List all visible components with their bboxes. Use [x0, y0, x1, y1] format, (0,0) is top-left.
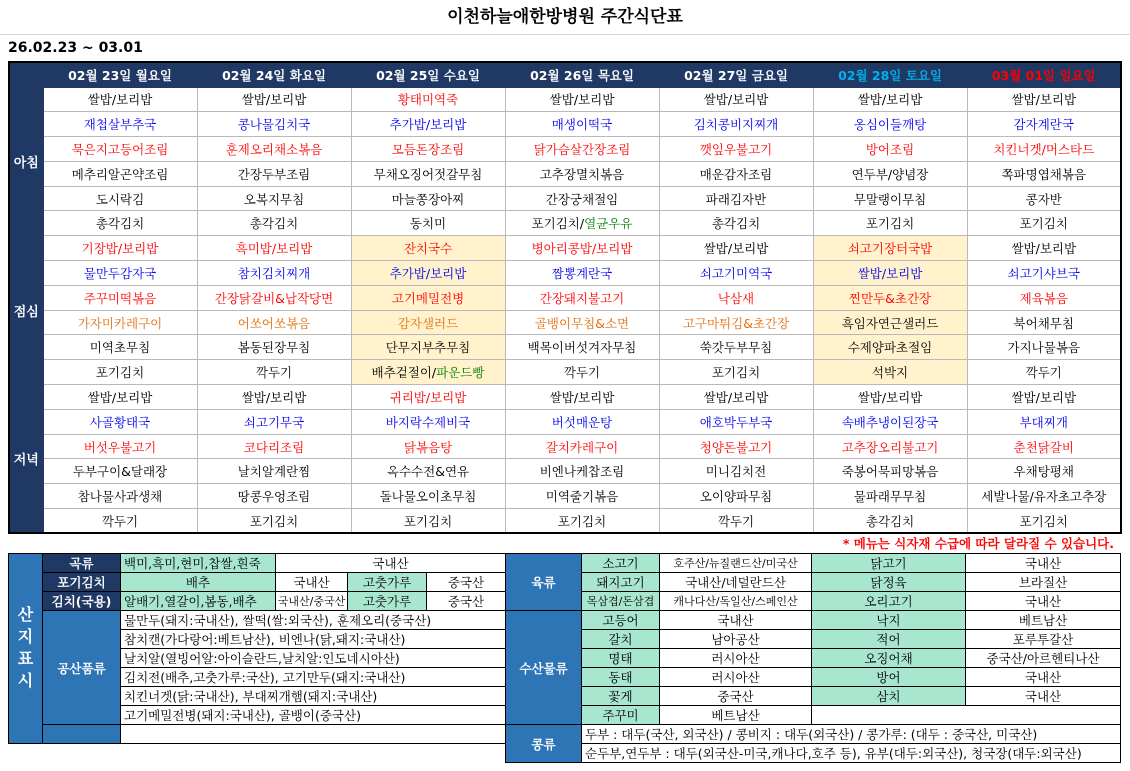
meat-item: 목삼겹/돈삼겹	[582, 592, 660, 611]
menu-item: 쌀밥/보리밥	[967, 87, 1121, 112]
seafood-origin: 베트남산	[660, 706, 812, 725]
menu-item: 묵은지고등어조림	[43, 137, 197, 162]
menu-item-highlight: 파운드빵	[436, 365, 485, 381]
menu-item: 귀리밥/보리밥	[351, 385, 505, 410]
menu-item: 쌀밥/보리밥	[659, 87, 813, 112]
menu-change-note: * 메뉴는 식자재 수급에 따라 달라질 수 있습니다.	[842, 536, 1114, 551]
menu-item: 간장두부조림	[197, 161, 351, 186]
seafood-origin: 중국산/아르헨티나산	[966, 649, 1121, 668]
bean-origin-line: 순두부,연두부 : 대두(외국산-미국,캐나다,호주 등), 유부(대두:외국산), 청국장(대두:외국산)	[582, 744, 1121, 763]
kimchi-dom-pepper: 고춧가루	[348, 592, 427, 611]
bean-label: 콩류	[506, 725, 582, 763]
menu-item: 추가밥/보리밥	[351, 112, 505, 137]
menu-item: 포기김치	[505, 509, 659, 534]
seafood-item: 오징어채	[812, 649, 966, 668]
menu-item: 쇠고기무국	[197, 409, 351, 434]
menu-item: 춘천닭갈비	[967, 434, 1121, 459]
menu-item: 깻잎우불고기	[659, 137, 813, 162]
menu-item: 버섯우불고기	[43, 434, 197, 459]
origin-section-label	[9, 554, 43, 744]
menu-item: 잔치국수	[351, 236, 505, 261]
menu-item: 청양돈불고기	[659, 434, 813, 459]
seafood-item: 고등어	[582, 611, 660, 630]
menu-item: 낙삼새	[659, 285, 813, 310]
menu-item: 세발나물/유자초고추장	[967, 484, 1121, 509]
meat-item: 오리고기	[812, 592, 966, 611]
menu-item-highlight: 열균우유	[584, 216, 633, 232]
meat-origin: 브라질산	[966, 573, 1121, 592]
menu-item: 흑미밥/보리밥	[197, 236, 351, 261]
blank-cell	[812, 706, 1121, 725]
menu-item: 골뱅이무침&소면	[505, 310, 659, 335]
menu-item: 쌀밥/보리밥	[967, 385, 1121, 410]
menu-item: 짬뽕계란국	[505, 261, 659, 286]
origin-table-left	[8, 553, 506, 744]
menu-item: 주꾸미떡볶음	[43, 285, 197, 310]
meat-origin: 국내산/네덜란드산	[660, 573, 812, 592]
menu-item: 총각김치	[197, 211, 351, 236]
menu-item: 버섯매운탕	[505, 409, 659, 434]
menu-item: 총각김치	[43, 211, 197, 236]
meat-item: 소고기	[582, 554, 660, 573]
day-header: 02월 26일 목요일	[505, 62, 659, 87]
menu-item	[505, 211, 659, 236]
menu-item: 찐만두&초간장	[813, 285, 967, 310]
menu-item: 파래김자반	[659, 186, 813, 211]
menu-item: 미니김치전	[659, 459, 813, 484]
meat-label: 육류	[506, 554, 582, 611]
seafood-item: 주꾸미	[582, 706, 660, 725]
menu-item: 고구마튀김&초간장	[659, 310, 813, 335]
menu-item: 치킨너겟/머스타드	[967, 137, 1121, 162]
menu-item: 감자계란국	[967, 112, 1121, 137]
date-range: 26.02.23 ~ 03.01	[8, 40, 143, 56]
header-corner	[9, 62, 43, 87]
menu-item: 쇠고기샤브국	[967, 261, 1121, 286]
menu-item: 오이양파무침	[659, 484, 813, 509]
kimchi-dom-items: 알배기,열갈이,봄동,배추	[121, 592, 276, 611]
menu-item: 포기김치	[659, 360, 813, 385]
menu-item: 북어채무침	[967, 310, 1121, 335]
menu-item: 콩자반	[967, 186, 1121, 211]
origin-section-char: 산	[17, 605, 34, 625]
meat-origin: 국내산	[966, 592, 1121, 611]
grain-origin: 국내산	[276, 554, 506, 573]
origin-table-right	[505, 553, 1121, 763]
meal-label: 점심	[9, 236, 43, 385]
menu-item: 흑임자연근샐러드	[813, 310, 967, 335]
kimchi-cabbage-origin: 국내산	[276, 573, 348, 592]
menu-item: 코다리조림	[197, 434, 351, 459]
origin-section-char: 지	[17, 627, 34, 647]
menu-item: 마늘쫑장아찌	[351, 186, 505, 211]
menu-item-part: 배추겉절이/	[371, 365, 437, 381]
menu-item: 간장궁채절임	[505, 186, 659, 211]
menu-item: 우채탕평채	[967, 459, 1121, 484]
meal-label: 저녁	[9, 385, 43, 534]
menu-item: 석박지	[813, 360, 967, 385]
menu-item: 쌀밥/보리밥	[659, 236, 813, 261]
menu-item: 비엔나케찹조림	[505, 459, 659, 484]
seafood-item: 명태	[582, 649, 660, 668]
menu-item: 옥수수전&연유	[351, 459, 505, 484]
menu-item: 참치김치찌개	[197, 261, 351, 286]
meal-label: 아침	[9, 87, 43, 236]
menu-item: 사골황태국	[43, 409, 197, 434]
menu-item: 깍두기	[43, 509, 197, 534]
meat-item: 돼지고기	[582, 573, 660, 592]
menu-item: 죽봉어묵피망볶음	[813, 459, 967, 484]
menu-item: 모듬돈장조림	[351, 137, 505, 162]
menu-item: 쌀밥/보리밥	[967, 236, 1121, 261]
meat-origin: 국내산	[966, 554, 1121, 573]
processed-spacer	[43, 725, 121, 744]
seafood-origin: 러시아산	[660, 668, 812, 687]
menu-item: 가자미카레구이	[43, 310, 197, 335]
seafood-origin: 중국산	[660, 687, 812, 706]
kimchi-dom-label: 김치(국용)	[43, 592, 121, 611]
menu-item-part: 포기김치/	[531, 216, 585, 232]
meat-origin: 호주산/뉴질랜드산/미국산	[660, 554, 812, 573]
menu-item: 간장돼지불고기	[505, 285, 659, 310]
menu-item: 깍두기	[967, 360, 1121, 385]
seafood-origin: 국내산	[966, 687, 1121, 706]
menu-item: 땅콩우엉조림	[197, 484, 351, 509]
menu-item: 돌나물오이초무침	[351, 484, 505, 509]
kimchi-dom-pepper-origin: 중국산	[427, 592, 506, 611]
menu-item: 쪽파명엽채볶음	[967, 161, 1121, 186]
menu-item: 쌀밥/보리밥	[197, 87, 351, 112]
blank-cell	[121, 725, 506, 744]
seafood-origin: 국내산	[660, 611, 812, 630]
menu-item: 황태미역죽	[351, 87, 505, 112]
day-header: 02월 24일 화요일	[197, 62, 351, 87]
seafood-item: 낙지	[812, 611, 966, 630]
menu-item: 고추장멸치볶음	[505, 161, 659, 186]
menu-item: 닭볶음탕	[351, 434, 505, 459]
menu-item: 깍두기	[197, 360, 351, 385]
processed-item: 참치캔(가다랑어:베트남산), 비엔나(닭,돼지:국내산)	[121, 630, 506, 649]
menu-item: 쇠고기장터국밥	[813, 236, 967, 261]
grain-label: 곡류	[43, 554, 121, 573]
seafood-item: 적어	[812, 630, 966, 649]
kimchi-cabbage: 배추	[121, 573, 276, 592]
origin-section-char: 표	[17, 649, 34, 669]
menu-item: 감자샐러드	[351, 310, 505, 335]
menu-item: 바지락수제비국	[351, 409, 505, 434]
kimchi-pepper-origin: 중국산	[427, 573, 506, 592]
meat-item: 닭고기	[812, 554, 966, 573]
seafood-item: 방어	[812, 668, 966, 687]
menu-item: 참나물사과생채	[43, 484, 197, 509]
page-title: 이천하늘애한방병원 주간식단표	[447, 7, 683, 27]
meat-origin: 캐나다산/독일산/스페인산	[660, 592, 812, 611]
meat-item: 닭정육	[812, 573, 966, 592]
title-divider	[0, 34, 1130, 35]
day-header: 03월 01일 일요일	[967, 62, 1121, 87]
menu-item: 도시락김	[43, 186, 197, 211]
menu-item: 속배추냉이된장국	[813, 409, 967, 434]
day-header: 02월 23일 월요일	[43, 62, 197, 87]
menu-item: 애호박두부국	[659, 409, 813, 434]
menu-item: 갈치카레구이	[505, 434, 659, 459]
seafood-origin: 러시아산	[660, 649, 812, 668]
kimchi-label: 포기김치	[43, 573, 121, 592]
menu-item: 포기김치	[43, 360, 197, 385]
menu-item: 병아리콩밥/보리밥	[505, 236, 659, 261]
menu-item: 무말랭이무침	[813, 186, 967, 211]
menu-item: 총각김치	[659, 211, 813, 236]
menu-item: 총각김치	[813, 509, 967, 534]
menu-item: 쌀밥/보리밥	[813, 385, 967, 410]
menu-item: 쌀밥/보리밥	[659, 385, 813, 410]
menu-item: 기장밥/보리밥	[43, 236, 197, 261]
menu-item: 깍두기	[659, 509, 813, 534]
processed-item: 물만두(돼지:국내산), 쌀떡(쌀:외국산), 훈제오리(중국산)	[121, 611, 506, 630]
menu-item: 포기김치	[813, 211, 967, 236]
menu-item: 단무지부추무침	[351, 335, 505, 360]
menu-item: 날치알계란찜	[197, 459, 351, 484]
menu-item: 수제양파초절임	[813, 335, 967, 360]
seafood-label: 수산물류	[506, 611, 582, 725]
menu-item: 오복지무침	[197, 186, 351, 211]
kimchi-pepper: 고춧가루	[348, 573, 427, 592]
kimchi-dom-origin: 국내산/중국산	[276, 592, 348, 611]
processed-item: 날치알(열빙어알:아이슬란드,날치알:인도네시아산)	[121, 649, 506, 668]
menu-item: 고기메밀전병	[351, 285, 505, 310]
menu-item: 쌀밥/보리밥	[43, 385, 197, 410]
menu-item: 간장닭갈비&납작당면	[197, 285, 351, 310]
menu-item: 깍두기	[505, 360, 659, 385]
menu-item: 콩나물김치국	[197, 112, 351, 137]
menu-item: 포기김치	[967, 509, 1121, 534]
seafood-item: 갈치	[582, 630, 660, 649]
menu-item: 쌀밥/보리밥	[43, 87, 197, 112]
menu-item: 매운감자조림	[659, 161, 813, 186]
menu-item: 가지나물볶음	[967, 335, 1121, 360]
menu-item: 연두부/양념장	[813, 161, 967, 186]
menu-item: 쌀밥/보리밥	[813, 87, 967, 112]
menu-item: 동치미	[351, 211, 505, 236]
day-header: 02월 28일 토요일	[813, 62, 967, 87]
seafood-origin: 베트남산	[966, 611, 1121, 630]
day-header: 02월 27일 금요일	[659, 62, 813, 87]
seafood-origin: 포루투갈산	[966, 630, 1121, 649]
seafood-item: 꽃게	[582, 687, 660, 706]
menu-item: 물파래무무침	[813, 484, 967, 509]
origin-section-char: 시	[17, 671, 34, 691]
menu-item: 제육볶음	[967, 285, 1121, 310]
seafood-item: 동태	[582, 668, 660, 687]
menu-item	[351, 360, 505, 385]
grain-items: 백미,흑미,현미,찹쌀,흰죽	[121, 554, 276, 573]
menu-item: 고추장오리불고기	[813, 434, 967, 459]
menu-item: 어쏘어쏘볶음	[197, 310, 351, 335]
bean-origin-line: 두부 : 대두(국산, 외국산) / 콩비지 : 대두(외국산) / 콩가루: (대두 : 중국산, 미국산)	[582, 725, 1121, 744]
menu-item: 메추리알곤약조림	[43, 161, 197, 186]
menu-item: 훈제오리채소볶음	[197, 137, 351, 162]
menu-item: 포기김치	[351, 509, 505, 534]
menu-item: 백목이버섯겨자무침	[505, 335, 659, 360]
menu-item: 닭가슴살간장조림	[505, 137, 659, 162]
weekly-menu-table	[8, 61, 1122, 534]
seafood-item: 삼치	[812, 687, 966, 706]
menu-item: 포기김치	[967, 211, 1121, 236]
menu-item: 쑥갓두부무침	[659, 335, 813, 360]
menu-item: 추가밥/보리밥	[351, 261, 505, 286]
menu-item: 부대찌개	[967, 409, 1121, 434]
menu-item: 김치콩비지찌개	[659, 112, 813, 137]
menu-item: 물만두감자국	[43, 261, 197, 286]
day-header: 02월 25일 수요일	[351, 62, 505, 87]
menu-item: 쌀밥/보리밥	[813, 261, 967, 286]
menu-item: 쌀밥/보리밥	[505, 87, 659, 112]
menu-item: 옹심이들깨탕	[813, 112, 967, 137]
menu-item: 미역줄기볶음	[505, 484, 659, 509]
menu-item: 무채오징어젓갈무침	[351, 161, 505, 186]
processed-item: 고기메밀전병(돼지:국내산), 골뱅이(중국산)	[121, 706, 506, 725]
menu-item: 포기김치	[197, 509, 351, 534]
processed-label: 공산품류	[43, 611, 121, 725]
processed-item: 치킨너겟(닭:국내산), 부대찌개햄(돼지:국내산)	[121, 687, 506, 706]
menu-item: 매생이떡국	[505, 112, 659, 137]
menu-item: 쌀밥/보리밥	[505, 385, 659, 410]
menu-item: 봄동된장무침	[197, 335, 351, 360]
processed-item: 김치전(배추,고춧가루:국산), 고기만두(돼지:국내산)	[121, 668, 506, 687]
menu-item: 쌀밥/보리밥	[197, 385, 351, 410]
seafood-origin: 국내산	[966, 668, 1121, 687]
menu-item: 쇠고기미역국	[659, 261, 813, 286]
menu-item: 재첩살부추국	[43, 112, 197, 137]
menu-item: 방어조림	[813, 137, 967, 162]
menu-item: 두부구이&달래장	[43, 459, 197, 484]
seafood-origin: 남아공산	[660, 630, 812, 649]
menu-item: 미역초무침	[43, 335, 197, 360]
